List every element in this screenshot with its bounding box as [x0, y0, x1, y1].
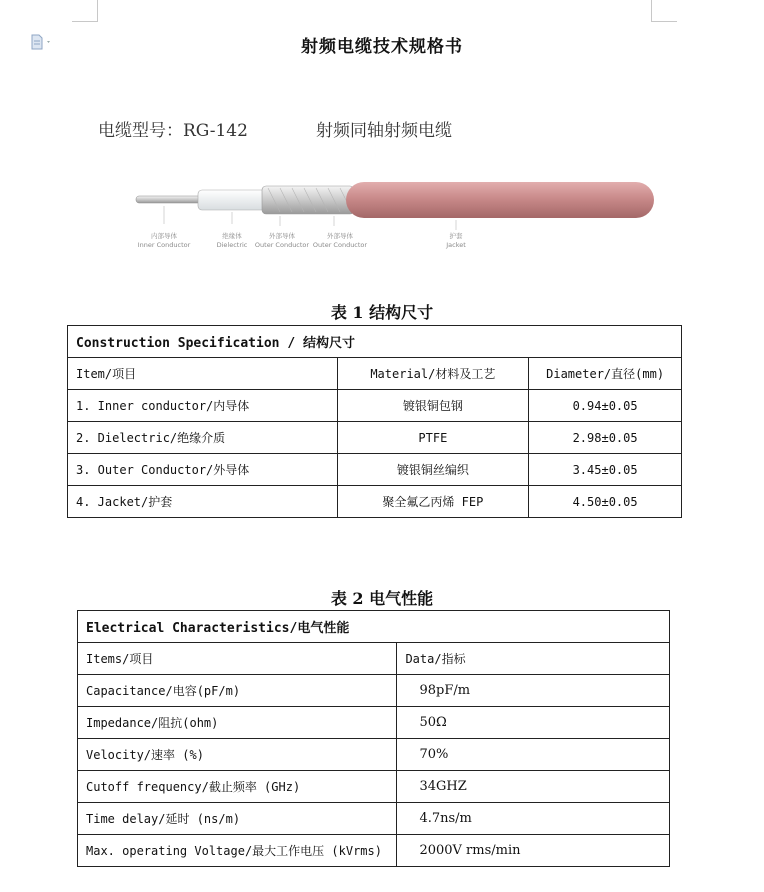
table1-heading-row: [68, 326, 682, 358]
table-row: [78, 771, 670, 803]
column-header: Item/项目: [68, 358, 338, 390]
diameter-cell: 0.94±0.05: [529, 390, 682, 422]
outer-conductor-braid-shape: [262, 186, 354, 214]
table-row: [68, 390, 682, 422]
column-header: Material/材料及工艺: [337, 358, 529, 390]
item-cell: 4. Jacket/护套: [68, 486, 338, 518]
label-outer-conductor-en: Outer Conductor: [254, 241, 310, 249]
label-dielectric-cn: 绝缘体: [222, 232, 242, 240]
data-cell: 50Ω: [397, 707, 670, 739]
material-cell: PTFE: [337, 422, 529, 454]
label-inner-conductor-en: Inner Conductor: [137, 241, 191, 249]
diameter-cell: 4.50±0.05: [529, 486, 682, 518]
data-cell: 34GHZ: [397, 771, 670, 803]
table-row: [78, 835, 670, 867]
dielectric-shape: [198, 190, 272, 210]
item-cell: Cutoff frequency/截止频率 (GHz): [78, 771, 397, 803]
item-cell: 3. Outer Conductor/外导体: [68, 454, 338, 486]
item-cell: Impedance/阻抗(ohm): [78, 707, 397, 739]
cable-cross-section-figure: [134, 176, 664, 258]
material-cell: 镀银铜包钢: [337, 390, 529, 422]
data-cell: 2000V rms/min: [397, 835, 670, 867]
diameter-cell: 2.98±0.05: [529, 422, 682, 454]
table2-header-row: [78, 643, 670, 675]
inner-conductor-shape: [136, 196, 208, 203]
column-header: Data/指标: [397, 643, 670, 675]
data-cell: 70%: [397, 739, 670, 771]
label-jacket-en: Jacket: [446, 241, 466, 249]
page-corner-mark-right-h: [651, 21, 677, 22]
jacket-shape: [346, 182, 654, 218]
label-dielectric-en: Dielectric: [216, 241, 248, 249]
table1-heading: Construction Specification / 结构尺寸: [68, 326, 682, 358]
table-row: [78, 739, 670, 771]
material-cell: 聚全氟乙丙烯 FEP: [337, 486, 529, 518]
document-title: 射频电缆技术规格书: [301, 37, 463, 57]
table-row: [68, 486, 682, 518]
construction-spec-table: [67, 325, 682, 518]
item-cell: 1. Inner conductor/内导体: [68, 390, 338, 422]
table1-caption: 表 1 结构尺寸: [330, 303, 434, 322]
table2-caption: 表 2 电气性能: [330, 589, 434, 608]
label-jacket-cn: 护套: [449, 232, 463, 240]
table-row: [68, 454, 682, 486]
label-outer-conductor-cn: 外部导体: [269, 232, 295, 240]
table-row: [68, 422, 682, 454]
page-corner-mark-left-h: [72, 21, 98, 22]
page-corner-mark-right: [651, 0, 652, 22]
table-row: [78, 803, 670, 835]
cable-type: 射频同轴射频电缆: [316, 121, 452, 141]
table-row: [78, 707, 670, 739]
item-cell: Capacitance/电容(pF/m): [78, 675, 397, 707]
item-cell: 2. Dielectric/绝缘介质: [68, 422, 338, 454]
label-outer-conductor2-en: Outer Conductor: [312, 241, 368, 249]
label-outer-conductor2-cn: 外部导体: [327, 232, 353, 240]
column-header: Items/项目: [78, 643, 397, 675]
item-cell: Max. operating Voltage/最大工作电压 (kVrms): [78, 835, 397, 867]
material-cell: 镀银铜丝编织: [337, 454, 529, 486]
item-cell: Time delay/延时 (ns/m): [78, 803, 397, 835]
data-cell: 4.7ns/m: [397, 803, 670, 835]
page-corner-mark-left: [97, 0, 98, 22]
diameter-cell: 3.45±0.05: [529, 454, 682, 486]
electrical-characteristics-table: [77, 610, 670, 867]
item-cell: Velocity/速率 (%): [78, 739, 397, 771]
data-cell: 98pF/m: [397, 675, 670, 707]
table2-heading: Electrical Characteristics/电气性能: [78, 611, 670, 643]
label-inner-conductor-cn: 内部导体: [151, 232, 177, 240]
cable-model: 电缆型号：RG-142: [98, 121, 248, 141]
table2-heading-row: [78, 611, 670, 643]
table1-header-row: [68, 358, 682, 390]
table-row: [78, 675, 670, 707]
column-header: Diameter/直径(mm): [529, 358, 682, 390]
